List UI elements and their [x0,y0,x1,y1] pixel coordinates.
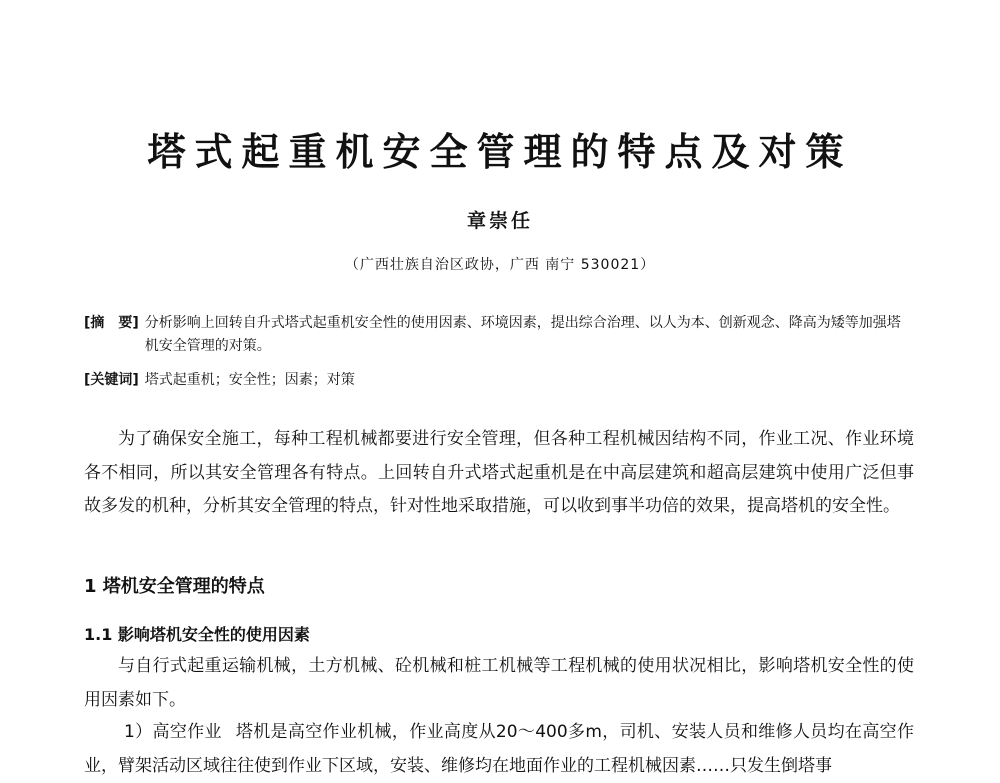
abstract-block [84,312,914,358]
abstract-label: [摘 要] [84,315,139,331]
item-term: 高空作业 [152,722,222,742]
subsection-heading: 1.1 影响塔机安全性的使用因素 [84,625,310,644]
item-number: 1） [124,722,153,742]
author-name: 章崇任 [466,210,533,232]
item-text: 塔机是高空作业机械，作业高度从20～400多m，司机、安装人员和维修人员均在高空作业，臂架活动区域往往使到作业下区域，安装、维修均在地面作业的工程机械因素……只发生倒塔事 [84,722,915,776]
keywords-block [84,369,355,391]
abstract-text: 分析影响上回转自升式塔式起重机安全性的使用因素、环境因素，提出综合治理、以人为本、创新观念、降高为矮等加强塔机安全管理的对策。 [144,315,901,354]
keywords-label: [关键词] [84,372,139,388]
paper-title: 塔式起重机安全管理的特点及对策 [147,130,853,174]
list-item [84,716,914,783]
author-affiliation: （广西壮族自治区政协，广西 南宁 530021） [344,257,656,273]
subsection-paragraph: 与自行式起重运输机械，土方机械、砼机械和桩工机械等工程机械的使用状况相比，影响塔机安全性的使用因素如下。 [84,656,914,710]
section-heading: 1 塔机安全管理的特点 [84,576,265,597]
intro-paragraph: 为了确保安全施工，每种工程机械都要进行安全管理，但各种工程机械因结构不同，作业工况、作业环境各不相同，所以其安全管理各有特点。上回转自升式塔式起重机是在中高层建筑和超高层建筑中使用广泛但事故多发的机种，分析其安全管理的特点，针对性地采取措施，可以收到事半功倍的效果，提高塔机的安全性。 [84,429,914,516]
keywords-text: 塔式起重机；安全性；因素；对策 [144,372,355,388]
